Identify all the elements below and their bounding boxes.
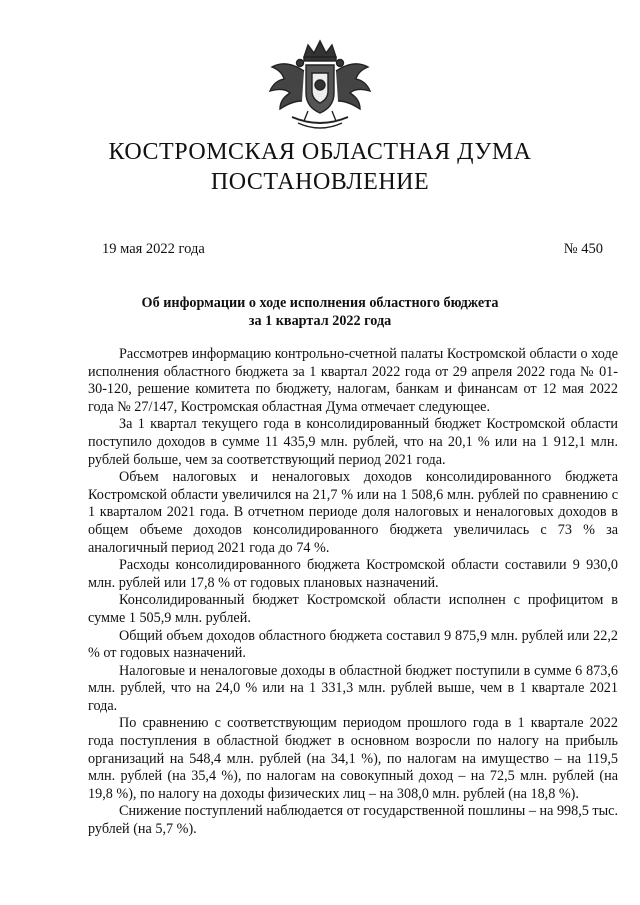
document-type: ПОСТАНОВЛЕНИЕ xyxy=(210,169,430,195)
paragraph: Общий объем доходов областного бюджета составил 9 875,9 млн. рублей или 22,2 % от годовых назначений. xyxy=(88,627,618,662)
coat-of-arms-emblem xyxy=(264,37,376,135)
paragraph: За 1 квартал текущего года в консолидированный бюджет Костромской области поступило доходов в сумме 11 435,9 млн. рублей, что на 20,1 % или на 1 912,1 млн. рублей больше, чем за соответствующий период 2021 года. xyxy=(88,416,618,468)
paragraph: Объем налоговых и неналоговых доходов консолидированного бюджета Костромской области увеличился на 21,7 % или на 1 508,6 млн. рублей по сравнению с 1 кварталом 2021 года. В отчетном периоде доля налоговых и неналоговых доходов в общем объеме доходов консолидированного бюджета увеличилась с 73 % за аналогичный период 2021 года до 74 %. xyxy=(88,469,618,556)
document-body xyxy=(88,346,618,839)
coat-of-arms-icon xyxy=(264,37,376,135)
heading-line-2: за 1 квартал 2022 года xyxy=(248,313,392,329)
document-date: 19 мая 2022 года xyxy=(102,241,205,257)
paragraph: Налоговые и неналоговые доходы в областной бюджет поступили в сумме 6 873,6 млн. рублей, что на 24,0 % или на 1 331,3 млн. рублей выше, чем в 1 квартале 2021 года. xyxy=(88,662,618,714)
paragraph: Расходы консолидированного бюджета Костромской области составили 9 930,0 млн. рублей или 17,8 % от годовых плановых назначений. xyxy=(88,557,618,591)
paragraph: Снижение поступлений наблюдается от государственной пошлины – на 998,5 тыс. рублей (на 5,7 %). xyxy=(88,803,618,838)
paragraph: Консолидированный бюджет Костромской области исполнен с профицитом в сумме 1 505,9 млн. рублей. xyxy=(88,592,618,626)
paragraph: По сравнению с соответствующим периодом прошлого года в 1 квартале 2022 года поступления в областной бюджет в основном возросли по налогу на прибыль организаций на 548,4 млн. рублей (на 34,1 %), по налогам на имущество – на 119,5 млн. рублей (на 35,4 %), по налогам на совокупный доход – на 72,5 млн. рублей (на 19,8 %), по налогу на доходы физических лиц – на 308,0 млн. рублей (на 18,8 %). xyxy=(88,715,618,802)
document-number: № 450 xyxy=(563,241,603,257)
organization-title: КОСТРОМСКАЯ ОБЛАСТНАЯ ДУМА xyxy=(108,139,532,165)
paragraph: Рассмотрев информацию контрольно-счетной палаты Костромской области о ходе исполнения областного бюджета за 1 квартал 2022 года от 29 апреля 2022 года № 01-30-120, решение комитета по бюджету, налогам, банкам и финансам от 12 мая 2022 года № 27/147, Костромская областная Дума отмечает следующее. xyxy=(88,346,618,415)
heading-line-1: Об информации о ходе исполнения областного бюджета xyxy=(141,295,499,311)
document-heading xyxy=(0,294,640,330)
